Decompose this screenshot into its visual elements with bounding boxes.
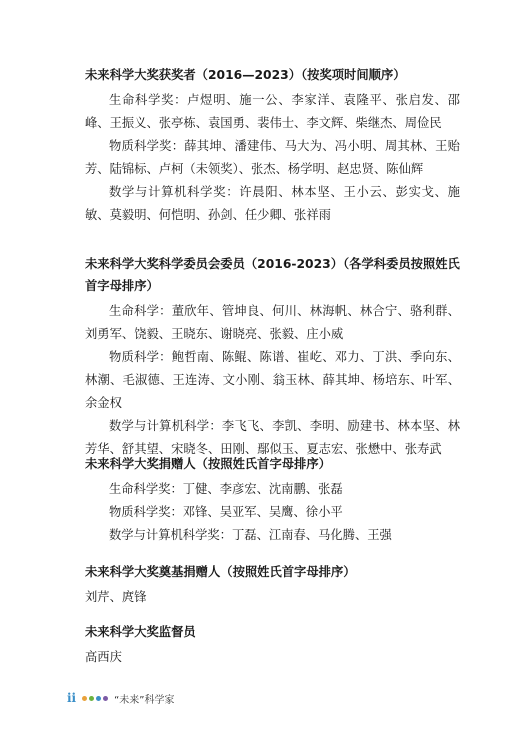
- supervisor-section: [85, 623, 460, 669]
- donors-physical-science: [85, 501, 460, 524]
- committee-physical-science: [85, 346, 460, 415]
- paragraph-text: 邓锋、吴亚军、吴鹰、徐小平: [182, 505, 343, 519]
- paragraph-label: 物质科学奖：: [109, 139, 185, 153]
- paragraph-text: 丁健、李彦宏、沈南鹏、张磊: [182, 482, 343, 496]
- founding-donors-heading: 未来科学大奖奠基捐赠人（按照姓氏首字母排序）: [85, 565, 356, 579]
- laureates-heading: 未来科学大奖获奖者（2016—2023）（按奖项时间顺序）: [85, 68, 406, 82]
- page-footer: [67, 689, 175, 707]
- donors-heading: 未来科学大奖捐赠人（按照姓氏首字母排序）: [85, 457, 331, 471]
- committee-section: [85, 253, 460, 461]
- paragraph-text: 许晨阳、林本坚、王小云、彭实戈、施敏、莫毅明、何恺明、孙剑、任少卿、张祥雨: [85, 185, 460, 222]
- laureates-math-cs: [85, 181, 460, 227]
- paragraph-text: 丁磊、江南春、马化腾、王强: [231, 528, 392, 542]
- paragraph-label: 生命科学：: [109, 304, 172, 318]
- paragraph-text: 董欣年、管坤良、何川、林海帆、林合宁、骆利群、刘勇军、饶毅、王晓东、谢晓亮、张毅、庄小威: [85, 304, 460, 341]
- donors-section: [85, 455, 460, 547]
- donors-math-cs: [85, 524, 460, 547]
- dot-icon: [89, 696, 94, 701]
- committee-life-science: [85, 300, 460, 346]
- series-title: “未来”科学家: [114, 694, 175, 706]
- laureates-section: [85, 66, 460, 227]
- paragraph-label: 生命科学奖：: [109, 93, 188, 107]
- dot-icon: [82, 696, 87, 701]
- paragraph-label: 数学与计算机科学奖：: [109, 528, 232, 542]
- paragraph-text: 鲍哲南、陈鲲、陈谱、崔屹、邓力、丁洪、季向东、林潮、毛淑德、王连涛、文小刚、翁玉林、薛其坤、杨培东、叶军、余金权: [85, 350, 460, 410]
- dot-icon: [103, 696, 108, 701]
- founding-donors-names: 刘芹、庹锋: [85, 590, 147, 604]
- paragraph-label: 生命科学奖：: [109, 482, 183, 496]
- series-logo-dots-icon: [82, 696, 108, 701]
- paragraph-text: 李飞飞、李凯、李明、励建书、林本坚、林芳华、舒其望、宋晓冬、田刚、鄢似玉、夏志宏、张懋中、张寿武: [85, 419, 460, 456]
- supervisor-name: 高西庆: [85, 650, 122, 664]
- founding-donors-section: [85, 563, 460, 609]
- laureates-life-science: [85, 89, 460, 135]
- paragraph-label: 数学与计算机科学：: [109, 419, 222, 433]
- supervisor-heading: 未来科学大奖监督员: [85, 625, 196, 639]
- laureates-physical-science: [85, 135, 460, 181]
- dot-icon: [96, 696, 101, 701]
- paragraph-label: 数学与计算机科学奖：: [109, 185, 240, 199]
- page-number: ii: [67, 691, 77, 705]
- paragraph-label: 物质科学奖：: [109, 505, 183, 519]
- paragraph-text: 卢煜明、施一公、李家洋、袁隆平、张启发、邵峰、王振义、张亭栋、袁国勇、裴伟士、李文辉、柴继杰、周俭民: [85, 93, 460, 130]
- paragraph-label: 物质科学：: [109, 350, 172, 364]
- donors-life-science: [85, 478, 460, 501]
- committee-heading: 未来科学大奖科学委员会委员（2016-2023）（各学科委员按照姓氏首字母排序）: [85, 257, 460, 293]
- paragraph-text: 薛其坤、潘建伟、马大为、冯小明、周其林、王贻芳、陆锦标、卢柯（未领奖）、张杰、杨学明、赵忠贤、陈仙辉: [85, 139, 460, 176]
